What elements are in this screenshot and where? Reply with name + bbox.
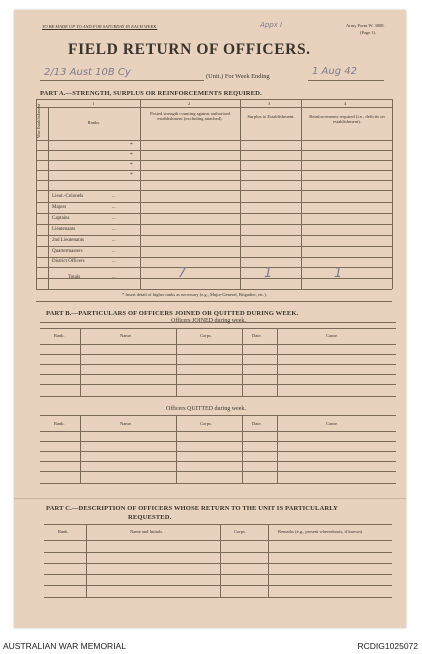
- part-b-heading: PART B.—PARTICULARS OF OFFICERS JOINED OR QUITTED DURING WEEK.: [46, 310, 299, 317]
- star-marker: *: [130, 162, 133, 168]
- joined-col-corps: Corps.: [200, 333, 212, 338]
- leader-dots: ...: [112, 238, 116, 243]
- leader-dots: ...: [112, 275, 116, 280]
- page-indicator: (Page 1).: [360, 30, 377, 35]
- joined-col-date: Date.: [252, 333, 262, 338]
- paper-fold: [14, 498, 406, 499]
- rank-district-officers: District Officers: [52, 259, 85, 264]
- col-header-posted-strength: Posted strength counting against authorised establishment (excluding attached).: [150, 111, 230, 122]
- col-header-reinforcements: Reinforcements required (i.e., deficits on establishment).: [309, 114, 385, 125]
- leader-dots: ...: [112, 194, 116, 199]
- part-c-heading-line1: PART C.—DESCRIPTION OF OFFICERS WHOSE RETURN TO THE UNIT IS PARTICULARLY: [46, 505, 338, 512]
- total-reinforcements-handwritten: 1: [334, 266, 343, 281]
- joined-section-title: Officers JOINED during week.: [171, 318, 246, 324]
- leader-dots: ...: [112, 249, 116, 254]
- part-c-col-name: Name and Initials.: [130, 529, 164, 534]
- week-ending-date-handwritten: 1 Aug 42: [312, 66, 357, 77]
- war-establishment-label: War Establishment: [36, 103, 41, 138]
- rank-quartermasters: Quartermasters: [52, 249, 83, 254]
- joined-col-rank: Rank.: [54, 333, 65, 338]
- form-number: Army Form W. 3008.: [346, 23, 385, 28]
- col-number-1: 1: [92, 101, 95, 106]
- unit-name-handwritten: 2/13 Aust 10B Cy: [44, 67, 131, 78]
- quitted-col-corps: Corps.: [200, 421, 212, 426]
- col-number-4: 4: [344, 101, 347, 106]
- rank-lieutenants: Lieutenants: [52, 227, 76, 232]
- quitted-col-name: Name.: [120, 421, 132, 426]
- part-a-footnote: * Insert detail of higher ranks as necessary (e.g., Major-General, Brigadier, etc.).: [122, 292, 267, 297]
- total-posted-strength-handwritten: 7: [178, 266, 187, 281]
- form-title: FIELD RETURN OF OFFICERS.: [68, 41, 311, 58]
- form-paper: [14, 10, 406, 628]
- rank-majors: Majors: [52, 205, 67, 210]
- rank-2nd-lieutenants: 2nd Lieutenants: [52, 238, 85, 243]
- rank-captains: Captains: [52, 216, 70, 221]
- leader-dots: ...: [112, 227, 116, 232]
- totals-label: Totals: [68, 275, 81, 280]
- quitted-section-title: Officers QUITTED during week.: [166, 406, 246, 412]
- joined-col-cause: Cause.: [326, 333, 339, 338]
- star-marker: *: [130, 142, 133, 148]
- total-surplus-handwritten: 1: [264, 266, 273, 281]
- leader-dots: ...: [112, 259, 116, 264]
- part-a-heading: PART A.—STRENGTH, SURPLUS OR REINFORCEMENTS REQUIRED.: [40, 90, 262, 97]
- col-header-surplus: Surplus to Establishment.: [247, 114, 295, 119]
- rank-lieut-colonels: Lieut.-Colonels: [52, 194, 84, 199]
- quitted-col-cause: Cause.: [326, 421, 339, 426]
- part-c-col-remarks: Remarks (e.g., present whereabouts, if known).: [278, 529, 364, 534]
- leader-dots: ...: [112, 216, 116, 221]
- star-marker: *: [130, 152, 133, 158]
- star-marker: *: [130, 172, 133, 178]
- archive-credit: AUSTRALIAN WAR MEMORIAL: [3, 641, 126, 651]
- quitted-col-rank: Rank.: [54, 421, 65, 426]
- appendix-annotation: Appx I: [260, 21, 283, 29]
- quitted-col-date: Date.: [252, 421, 262, 426]
- part-c-heading-line2: REQUESTED.: [128, 514, 172, 521]
- col-number-3: 3: [268, 101, 271, 106]
- col-header-ranks: Ranks.: [87, 120, 101, 125]
- part-c-col-corps: Corps.: [234, 529, 246, 534]
- leader-dots: ...: [112, 205, 116, 210]
- archive-reference: RCDIG1025072: [357, 641, 418, 651]
- submission-note: TO BE MADE UP TO AND FOR SATURDAY IN EACH WEEK.: [42, 24, 158, 29]
- part-c-col-rank: Rank.: [58, 529, 69, 534]
- col-number-2: 2: [188, 101, 191, 106]
- joined-col-name: Name.: [120, 333, 132, 338]
- unit-week-label: (Unit.) For Week Ending: [206, 73, 270, 80]
